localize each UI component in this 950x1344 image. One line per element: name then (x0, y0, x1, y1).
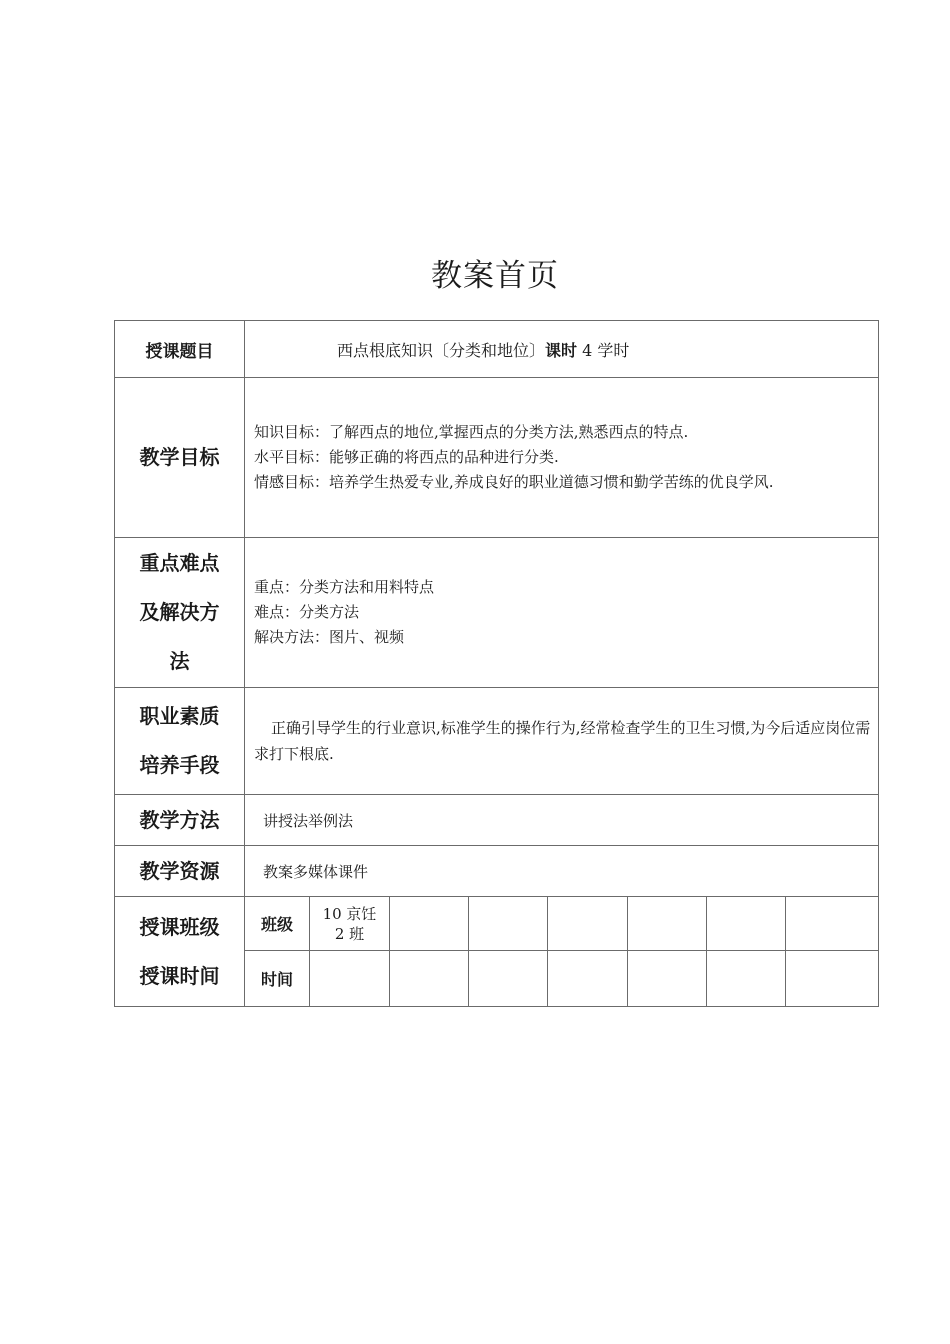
key-points-label (115, 538, 245, 688)
resources-value: 教案多媒体课件 (245, 846, 879, 897)
time-cell (786, 951, 879, 1007)
method-label: 教学方法 (115, 795, 245, 846)
key-point: 重点：分类方法和用料特点 (254, 578, 435, 596)
key-points-label-line-2: 及解决方 (139, 600, 220, 624)
class-value (310, 897, 390, 951)
class-label: 班级 (245, 897, 310, 951)
objective-skill: 水平目标：能够正确的将西点的品种进行分类. (254, 448, 559, 466)
class-cell (628, 897, 707, 951)
quality-label-line-1: 职业素质 (139, 704, 220, 728)
key-points-label-line-1: 重点难点 (139, 551, 220, 575)
class-value-line-1: 10 京饪 (322, 904, 377, 923)
class-value-line-2: 2 班 (334, 924, 365, 943)
hours-value: 4 学时 (582, 340, 630, 360)
page-title: 教案首页 (431, 258, 559, 294)
class-cell (786, 897, 879, 951)
key-points-row (115, 538, 879, 688)
objectives-label: 教学目标 (115, 378, 245, 538)
topic-content (245, 321, 879, 378)
solution-method: 解决方法：图片、视频 (254, 628, 405, 646)
class-cell (390, 897, 469, 951)
key-points-label-line-3: 法 (169, 649, 190, 673)
hours-label: 课时 (545, 340, 578, 360)
quality-row (115, 688, 879, 795)
topic-row (115, 321, 879, 378)
method-row (115, 795, 879, 846)
objective-emotion: 情感目标：培养学生热爱专业,养成良好的职业道德习惯和勤学苦练的优良学风. (254, 473, 774, 491)
class-cell (548, 897, 628, 951)
time-label: 时间 (245, 951, 310, 1007)
time-cell (707, 951, 786, 1007)
resources-row (115, 846, 879, 897)
method-value: 讲授法举例法 (245, 795, 879, 846)
resources-label: 教学资源 (115, 846, 245, 897)
objectives-content (245, 378, 879, 538)
time-cell (628, 951, 707, 1007)
topic-label: 授课题目 (115, 321, 245, 378)
time-cell (469, 951, 548, 1007)
quality-label (115, 688, 245, 795)
class-label-main: 授课班级 (139, 914, 220, 939)
class-cell (469, 897, 548, 951)
class-row (115, 897, 879, 951)
time-cell (310, 951, 390, 1007)
objectives-row (115, 378, 879, 538)
topic-title: 西点根底知识〔分类和地位〕 (337, 340, 546, 360)
difficult-point: 难点：分类方法 (254, 603, 360, 621)
objective-knowledge: 知识目标：了解西点的地位,掌握西点的分类方法,熟悉西点的特点. (254, 423, 689, 441)
quality-content: 正确引导学生的行业意识,标准学生的操作行为,经常检查学生的卫生习惯,为今后适应岗位需求打下根底. (245, 688, 879, 795)
class-cell (707, 897, 786, 951)
lesson-plan-table (114, 320, 879, 1007)
key-points-content (245, 538, 879, 688)
time-label-main: 授课时间 (139, 963, 220, 988)
time-cell (390, 951, 469, 1007)
quality-label-line-2: 培养手段 (139, 753, 220, 777)
schedule-label (115, 897, 245, 1007)
time-cell (548, 951, 628, 1007)
